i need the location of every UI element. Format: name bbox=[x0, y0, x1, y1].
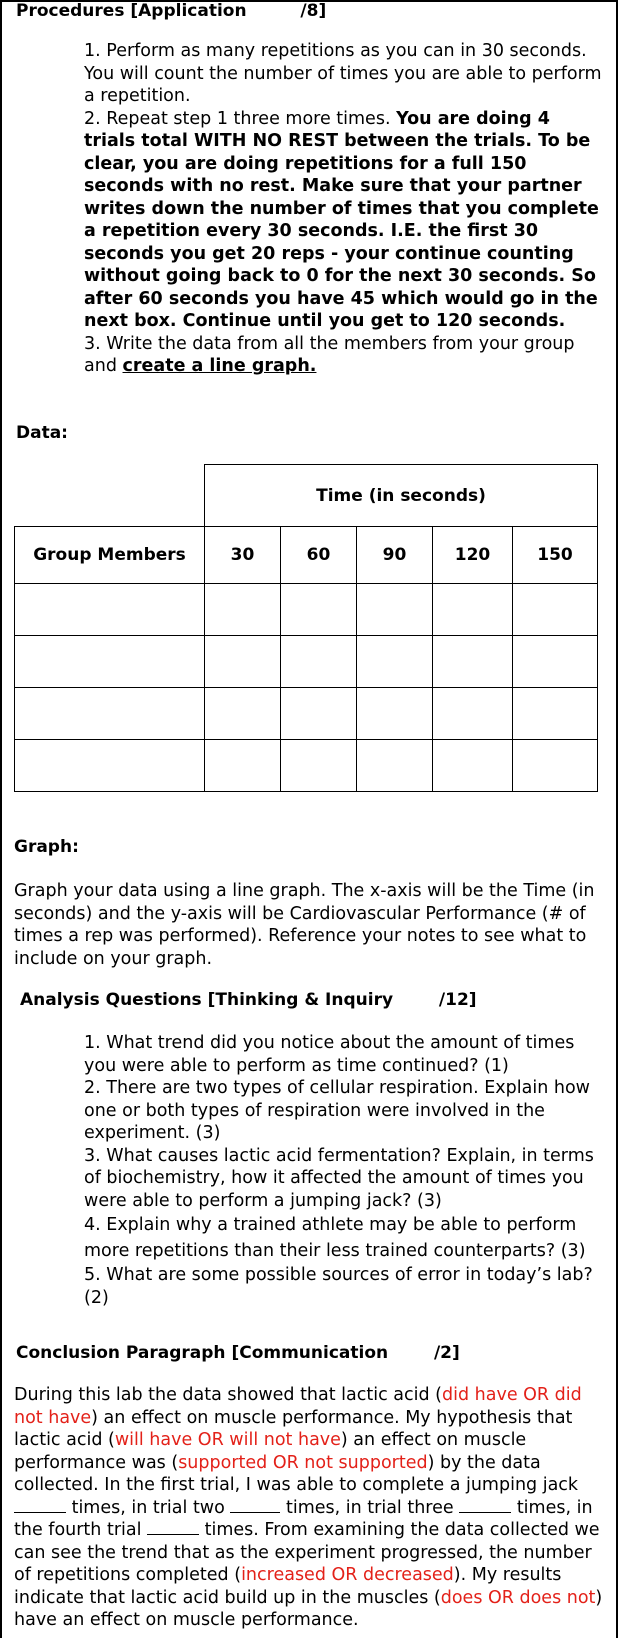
column-header: 60 bbox=[281, 527, 357, 584]
graph-instructions: Graph your data using a line graph. The x-axis will be the Time (in seconds) and the y-axis will be Cardiovascular Performance (# of times a rep was performed). Reference your notes to see what to include on your graph. bbox=[14, 881, 595, 969]
table-row bbox=[15, 636, 598, 688]
choice-increased: increased OR decreased bbox=[241, 1565, 454, 1585]
table-cell[interactable] bbox=[281, 636, 357, 688]
step-3: 3. Write the data from all the members from your group and create a line graph. bbox=[84, 333, 575, 376]
table-cell[interactable] bbox=[15, 636, 205, 688]
data-heading: Data: bbox=[16, 423, 68, 443]
table-cell[interactable] bbox=[281, 688, 357, 740]
choice-did-have: did have OR did not have bbox=[14, 1385, 582, 1428]
question-5: 5. What are some possible sources of error in today’s lab? (2) bbox=[84, 1265, 593, 1308]
table-cell[interactable] bbox=[433, 688, 513, 740]
table-cell[interactable] bbox=[205, 584, 281, 636]
table-cell[interactable] bbox=[433, 740, 513, 792]
table-cell[interactable] bbox=[15, 740, 205, 792]
column-header-row bbox=[15, 527, 598, 584]
procedures-heading-text: Procedures [Application bbox=[16, 1, 247, 21]
table-row bbox=[15, 584, 598, 636]
procedures-steps bbox=[84, 40, 606, 378]
left-border bbox=[0, 0, 2, 1638]
analysis-heading bbox=[20, 990, 477, 1010]
time-header-row bbox=[15, 465, 598, 527]
conclusion-heading bbox=[16, 1343, 460, 1363]
choice-supported: supported OR not supported bbox=[178, 1452, 428, 1473]
procedures-heading bbox=[16, 1, 326, 21]
table-row bbox=[15, 740, 598, 792]
graph-heading: Graph: bbox=[14, 837, 79, 857]
column-header: 150 bbox=[513, 527, 598, 584]
table-cell[interactable] bbox=[513, 740, 598, 792]
column-header: 120 bbox=[433, 527, 513, 584]
group-members-header: Group Members bbox=[15, 527, 205, 584]
table-cell[interactable] bbox=[15, 584, 205, 636]
table-cell[interactable] bbox=[205, 740, 281, 792]
blank-trial-1[interactable] bbox=[14, 1498, 66, 1513]
blank-trial-3[interactable] bbox=[459, 1498, 511, 1513]
conclusion-mark: /2] bbox=[433, 1343, 460, 1363]
column-header: 30 bbox=[205, 527, 281, 584]
table-cell[interactable] bbox=[205, 636, 281, 688]
analysis-mark: /12] bbox=[438, 990, 477, 1010]
analysis-heading-text: Analysis Questions [Thinking & Inquiry bbox=[20, 990, 394, 1010]
table-row bbox=[15, 688, 598, 740]
conclusion-paragraph: During this lab the data showed that lactic acid (did have OR did not have) an effect on muscle performance. My hypothesis that lactic acid (will have OR will not have) an effect on muscle performance was (supported OR not supported) by the data collected. In the first trial, I was able to complete a jumping jack times, in trial two times, in trial three times, in the fourth trial times. From examining the data collected we can see the trend that as the experiment progressed, the number of repetitions completed (increased OR decreased). My results indicate that lactic acid build up in the muscles (does OR does not) have an effect on muscle performance. bbox=[14, 1385, 603, 1630]
choice-will-have: will have OR will not have bbox=[114, 1430, 341, 1450]
table-cell[interactable] bbox=[513, 584, 598, 636]
question-3: 3. What causes lactic acid fermentation? Explain, in terms of biochemistry, how it affected the amount of times you were able to perform a jumping jack? (3) bbox=[84, 1145, 594, 1211]
blank-trial-4[interactable] bbox=[147, 1520, 199, 1535]
conclusion-heading-text: Conclusion Paragraph [Communication bbox=[16, 1343, 389, 1363]
analysis-questions bbox=[84, 1032, 608, 1309]
create-line-graph-link: create a line graph. bbox=[122, 356, 317, 376]
table-cell[interactable] bbox=[281, 584, 357, 636]
table-cell[interactable] bbox=[513, 636, 598, 688]
table-cell[interactable] bbox=[15, 688, 205, 740]
table-cell[interactable] bbox=[357, 584, 433, 636]
table-cell[interactable] bbox=[281, 740, 357, 792]
table-cell[interactable] bbox=[357, 740, 433, 792]
data-table bbox=[14, 464, 598, 792]
time-header: Time (in seconds) bbox=[205, 465, 598, 527]
choice-does: does OR does not bbox=[440, 1587, 596, 1608]
question-1: 1. What trend did you notice about the amount of times you were able to perform as time continued? (1) bbox=[84, 1033, 575, 1076]
procedures-mark: /8] bbox=[300, 1, 327, 21]
question-2: 2. There are two types of cellular respiration. Explain how one or both types of respiration were involved in the experiment. (3) bbox=[84, 1078, 590, 1143]
step-2: 2. Repeat step 1 three more times. You are doing 4 trials total WITH NO REST between the trials. To be clear, you are doing repetitions for a full 150 seconds with no rest. Make sure that your partner writes down the number of times that you complete a repetition every 30 seconds. I.E. the first 30 seconds you get 20 reps - your continue counting without going back to 0 for the next 30 seconds. So after 60 seconds you have 45 which would go in the next box. Continue until you get to 120 seconds. bbox=[84, 108, 599, 331]
blank-corner-cell bbox=[15, 465, 205, 527]
step-1: 1. Perform as many repetitions as you can in 30 seconds. You will count the number of times you are able to perform a repetition. bbox=[84, 41, 602, 106]
column-header: 90 bbox=[357, 527, 433, 584]
blank-trial-2[interactable] bbox=[230, 1498, 280, 1513]
table-cell[interactable] bbox=[357, 636, 433, 688]
table-cell[interactable] bbox=[357, 688, 433, 740]
table-cell[interactable] bbox=[433, 636, 513, 688]
table-cell[interactable] bbox=[205, 688, 281, 740]
table-cell[interactable] bbox=[433, 584, 513, 636]
table-cell[interactable] bbox=[513, 688, 598, 740]
question-4: 4. Explain why a trained athlete may be able to perform more repetitions than their less trained counterparts? (3) bbox=[84, 1215, 586, 1261]
